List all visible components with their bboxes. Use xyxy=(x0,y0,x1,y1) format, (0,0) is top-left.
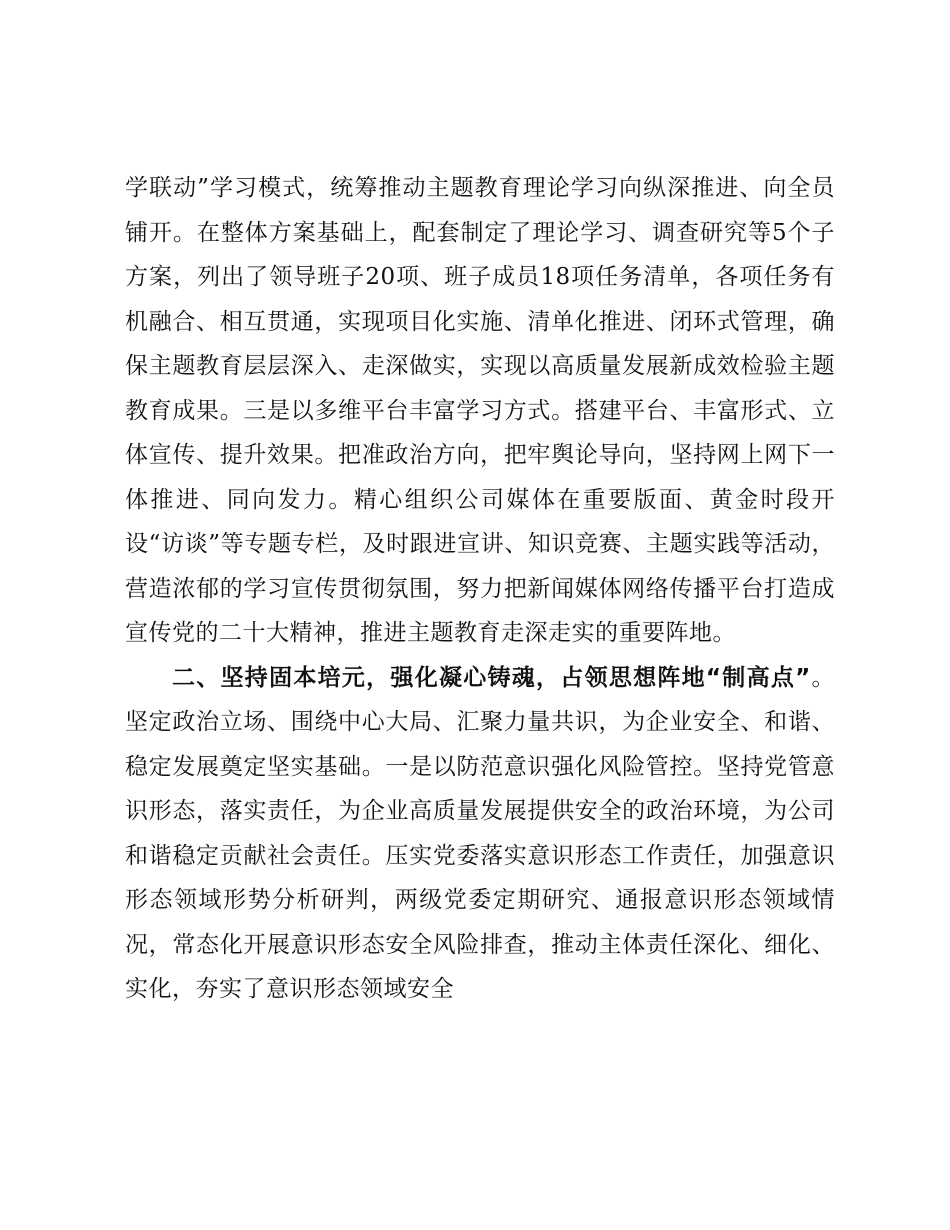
section-heading: 二、坚持固本培元，强化凝心铸魂，占领思想阵地“制高点” xyxy=(172,664,811,691)
paragraph-continued: 学联动”学习模式，统筹推动主题教育理论学习向纵深推进、向全员铺开。在整体方案基础上，配套制定了理论学习、调查研究等5个子方案，列出了领导班子20项、班子成员18项任务清单，各项任务有机融合、相互贯通，实现项目化实施、清单化推进、闭环式管理，确保主题教育层层深入、走深做实，实现以高质量发展新成效检验主题教育成果。三是以多维平台丰富学习方式。搭建平台、丰富形式、立体宣传、提升效果。把准政治方向，把牢舆论导向，坚持网上网下一体推进、同向发力。精心组织公司媒体在重要版面、黄金时段开设“访谈”等专题专栏，及时跟进宣讲、知识竞赛、主题实践等活动，营造浓郁的学习宣传贯彻氛围，努力把新闻媒体网络传播平台打造成宣传党的二十大精神，推进主题教育走深走实的重要阵地。 xyxy=(125,175,835,646)
section-body: 。坚定政治立场、围绕中心大局、汇聚力量共识，为企业安全、和谐、稳定发展奠定坚实基础。一是以防范意识强化风险管控。坚持党管意识形态，落实责任，为企业高质量发展提供安全的政治环境，为公司和谐稳定贡献社会责任。压实党委落实意识形态工作责任，加强意识形态领域形势分析研判，两级党委定期研究、通报意识形态领域情况，常态化开展意识形态安全风险排查，推动主体责任深化、细化、实化，夯实了意识形态领域安全 xyxy=(125,664,836,1002)
paragraph-section-two xyxy=(125,656,835,1012)
document-body xyxy=(125,166,835,1012)
